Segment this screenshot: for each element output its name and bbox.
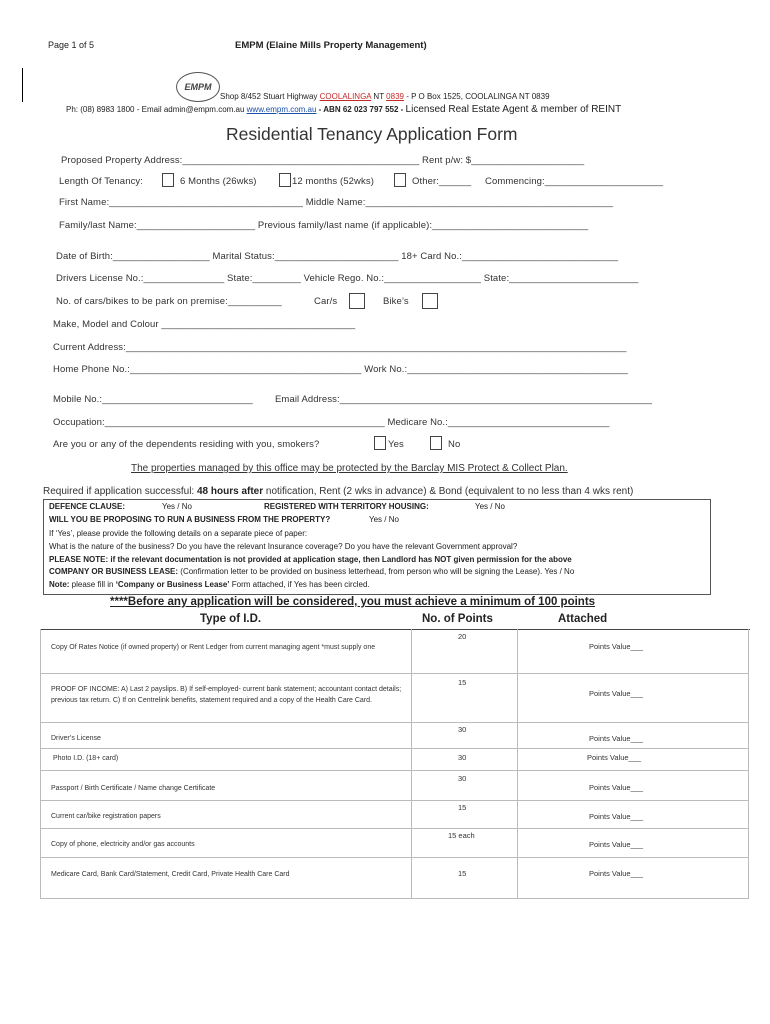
table-row-divider bbox=[40, 898, 748, 899]
email-field[interactable]: Email Address:__________________________________________________________ bbox=[275, 394, 652, 405]
smoker-no-label: No bbox=[448, 439, 461, 450]
logo-text: EMPM bbox=[184, 82, 212, 92]
home-phone-field[interactable]: Home Phone No.:___________________________________________ Work No.:_________________________________________ bbox=[53, 364, 628, 375]
table-row-divider bbox=[40, 857, 748, 858]
margin-bar bbox=[22, 68, 23, 102]
checkbox-smoker-no[interactable] bbox=[430, 436, 442, 450]
occupation-field[interactable]: Occupation:____________________________________________________ Medicare No.:______________________________ bbox=[53, 417, 610, 428]
cars-label: Car/s bbox=[314, 296, 338, 307]
proposed-address-field[interactable]: Proposed Property Address:____________________________________________ Rent p/w: $_____________________ bbox=[61, 155, 585, 166]
company-name: EMPM (Elaine Mills Property Management) bbox=[235, 40, 427, 51]
table-row-divider bbox=[40, 748, 748, 749]
territory-housing-label: REGISTERED WITH TERRITORY HOUSING: bbox=[264, 502, 429, 511]
family-name-field[interactable]: Family/last Name:______________________ Previous family/last name (if applicable):_____________________________ bbox=[59, 220, 589, 231]
id-type-cell: Copy Of Rates Notice (if owned property) or Rent Ledger from current managing agent *must supply one bbox=[51, 644, 376, 651]
length-label: Length Of Tenancy: bbox=[59, 176, 144, 187]
cars-box[interactable] bbox=[349, 293, 365, 309]
website-link[interactable]: www.empm.com.au bbox=[246, 105, 317, 114]
table-row-divider bbox=[40, 673, 748, 674]
id-type-cell: Medicare Card, Bank Card/Statement, Credit Card, Private Health Care Card bbox=[51, 871, 290, 878]
id-type-cell: PROOF OF INCOME: A) Last 2 payslips. B) If self-employed- current bank statement; accountant contact details; previous tax return. C) If on Centrelink benefits, statement required and a copy of the Health Care Card. bbox=[51, 686, 402, 704]
run-business-options[interactable]: Yes / No bbox=[369, 515, 399, 524]
points-value-field[interactable]: Points Value___ bbox=[589, 689, 644, 698]
run-business-question: WILL YOU BE PROPOSING TO RUN A BUSINESS FROM THE PROPERTY? bbox=[49, 515, 331, 524]
checkbox-other[interactable] bbox=[394, 173, 406, 187]
checkbox-6-months[interactable] bbox=[162, 173, 174, 187]
col-type-header: Type of I.D. bbox=[200, 613, 262, 625]
please-note-text: PLEASE NOTE: if the relevant documentation is not provided at application stage, then Landlord has NOT given permission for the above bbox=[49, 555, 572, 564]
table-vline bbox=[517, 629, 518, 899]
drivers-license-field[interactable]: Drivers License No.:_______________ State:_________ Vehicle Rego. No.:__________________ State:________________________ bbox=[56, 273, 639, 284]
company-logo bbox=[176, 72, 220, 102]
first-name-field[interactable]: First Name:____________________________________ Middle Name:______________________________________________ bbox=[59, 197, 614, 208]
company-address: Shop 8/452 Stuart Highway COOLALINGA NT 0839 - P O Box 1525, COOLALINGA NT 0839 bbox=[220, 92, 550, 101]
points-cell: 30 bbox=[458, 725, 467, 734]
table-row-divider bbox=[40, 770, 748, 771]
points-cell: 15 bbox=[458, 869, 467, 878]
option-other[interactable]: Other:______ bbox=[412, 176, 472, 187]
protect-notice: The properties managed by this office may be protected by the Barclay MIS Protect & Collect Plan. bbox=[131, 463, 568, 474]
if-yes-text: If ‘Yes’, please provide the following details on a separate piece of paper: bbox=[49, 529, 308, 538]
table-vline bbox=[411, 629, 412, 899]
defence-clause-options[interactable]: Yes / No bbox=[162, 502, 192, 511]
points-requirement-title: ****Before any application will be considered, you must achieve a minimum of 100 points bbox=[110, 596, 596, 608]
mobile-field[interactable]: Mobile No.:____________________________ bbox=[53, 394, 253, 405]
commencing-field[interactable]: Commencing:______________________ bbox=[485, 176, 664, 187]
requirements-notice: Required if application successful: 48 hours after notification, Rent (2 wks in advance) & Bond (equivalent to no less than 4 wks rent) bbox=[43, 486, 634, 497]
smokers-question: Are you or any of the dependents residing with you, smokers? bbox=[53, 439, 320, 450]
points-value-field[interactable]: Points Value___ bbox=[589, 812, 644, 821]
col-attached-header: Attached bbox=[558, 613, 608, 625]
current-address-field[interactable]: Current Address:_____________________________________________________________________________________________ bbox=[53, 342, 627, 353]
table-row-divider bbox=[40, 800, 748, 801]
id-type-cell: Passport / Birth Certificate / Name change Certificate bbox=[51, 785, 216, 792]
points-value-field[interactable]: Points Value___ bbox=[589, 783, 644, 792]
id-type-cell: Driver’s License bbox=[51, 735, 101, 742]
points-cell: 30 bbox=[458, 774, 467, 783]
cars-bikes-field[interactable]: No. of cars/bikes to be park on premise:__________ bbox=[56, 296, 282, 307]
company-contact: Ph: (08) 8983 1800 - Email admin@empm.com.au www.empm.com.au - ABN 62 023 797 552 - Licensed Real Estate Agent & member of REINT bbox=[66, 104, 622, 115]
id-type-cell: Photo I.D. (18+ card) bbox=[53, 755, 119, 762]
dob-field[interactable]: Date of Birth:__________________ Marital Status:_______________________ 18+ Card No.:_____________________________ bbox=[56, 251, 619, 262]
points-value-field[interactable]: Points Value___ bbox=[589, 734, 644, 743]
option-12-months: 12 months (52wks) bbox=[292, 176, 374, 187]
points-value-field[interactable]: Points Value___ bbox=[589, 869, 644, 878]
points-cell: 15 bbox=[458, 678, 467, 687]
id-type-cell: Current car/bike registration papers bbox=[51, 813, 161, 820]
table-vline bbox=[748, 629, 749, 899]
points-cell: 20 bbox=[458, 632, 467, 641]
points-cell: 15 each bbox=[448, 831, 475, 840]
table-top-border bbox=[40, 629, 750, 630]
points-cell: 30 bbox=[458, 753, 467, 762]
bikes-label: Bike’s bbox=[383, 296, 409, 307]
smoker-yes-label: Yes bbox=[388, 439, 404, 450]
company-lease-text: COMPANY OR BUSINESS LEASE: (Confirmation letter to be provided on business letterhead, from person who will be signing the Lease). Yes / No bbox=[49, 567, 575, 576]
points-value-field[interactable]: Points Value___ bbox=[589, 840, 644, 849]
checkbox-12-months[interactable] bbox=[279, 173, 291, 187]
points-value-field[interactable]: Points Value___ bbox=[589, 642, 644, 651]
table-row-divider bbox=[40, 722, 748, 723]
table-vline bbox=[40, 629, 41, 899]
page-number: Page 1 of 5 bbox=[48, 40, 95, 50]
col-points-header: No. of Points bbox=[422, 613, 493, 625]
option-6-months: 6 Months (26wks) bbox=[180, 176, 257, 187]
defence-clause-label: DEFENCE CLAUSE: bbox=[49, 502, 126, 511]
points-value-field[interactable]: Points Value___ bbox=[587, 753, 642, 762]
table-row-divider bbox=[40, 828, 748, 829]
company-lease-note: Note: please fill in ‘Company or Business Lease’ Form attached, if Yes has been circled. bbox=[49, 580, 370, 589]
make-model-field[interactable]: Make, Model and Colour ____________________________________ bbox=[53, 319, 356, 330]
checkbox-smoker-yes[interactable] bbox=[374, 436, 386, 450]
bikes-box[interactable] bbox=[422, 293, 438, 309]
id-type-cell: Copy of phone, electricity and/or gas accounts bbox=[51, 841, 195, 848]
points-cell: 15 bbox=[458, 803, 467, 812]
business-nature-text: What is the nature of the business? Do you have the relevant Insurance coverage? Do you have the relevant Government approval? bbox=[49, 542, 518, 551]
form-title: Residential Tenancy Application Form bbox=[226, 124, 518, 144]
territory-housing-options[interactable]: Yes / No bbox=[475, 502, 505, 511]
